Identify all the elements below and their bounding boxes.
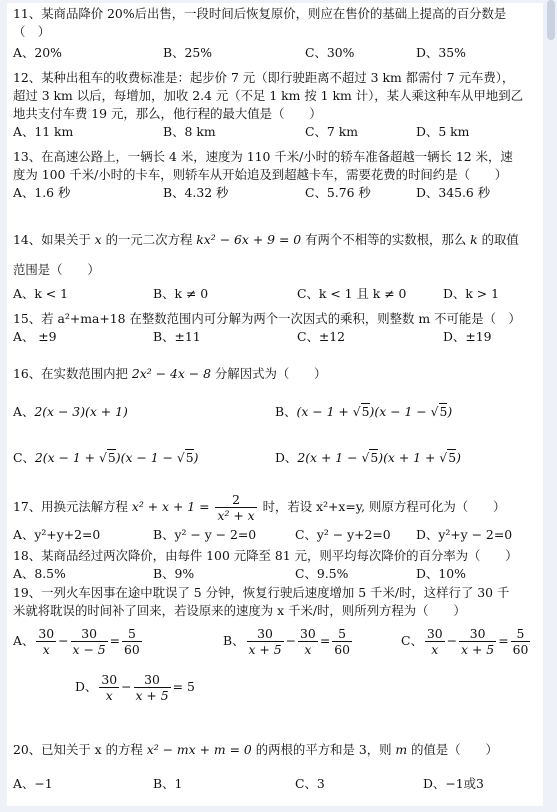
q19-stem-2: 米就将耽误的时间补了回来，若设原来的速度为 x 千米/时，则所列方程为（ ） — [13, 603, 466, 618]
q14-text-b: 的一元二次方程 — [101, 232, 197, 247]
q14-var-x: x — [94, 232, 102, 247]
q14-stem-2: 范围是（ ） — [13, 262, 100, 277]
q20-option-b: B、1 — [153, 776, 183, 791]
question-11 — [13, 5, 537, 62]
q12-stem-2: 超过 3 km 以后，每增加，加收 2.4 元（不足 1 km 按 1 km 计），某人乘这种车从甲地到乙 — [13, 88, 523, 103]
q14-option-a: A、k < 1 — [13, 286, 68, 301]
q17-text-b: 时，若设 x²+x=y, 则原方程可化为（ ） — [258, 499, 506, 514]
q12-option-a: A、11 km — [13, 124, 74, 139]
q19-a-label: A、 — [13, 633, 35, 648]
question-page — [7, 3, 543, 806]
question-15 — [13, 310, 537, 346]
q19-a-den2: x − 5 — [72, 642, 106, 657]
q19-b-num1: 30 — [247, 626, 284, 642]
q19-d-label: D、 — [75, 679, 98, 694]
q13-option-b: B、4.32 秒 — [163, 185, 229, 200]
q13-option-d: D、345.6 秒 — [416, 185, 491, 200]
q20-text-c: 的值是（ ） — [407, 742, 498, 757]
q16-b-label: B、 — [275, 404, 297, 419]
q12-option-b: B、8 km — [163, 124, 216, 139]
q16-d-pre: 2(x + 1 − — [297, 450, 362, 465]
q14-text-d: 的取值 — [477, 232, 519, 247]
q11-option-a: A、20% — [13, 45, 62, 60]
q19-b-eq: = — [319, 633, 331, 648]
q18-option-d: D、10% — [416, 566, 466, 581]
q19-a-frac1 — [36, 626, 56, 657]
q20-equation: x² − mx + m = 0 — [146, 742, 252, 757]
q16-text-b: 分解因式为（ ） — [210, 366, 327, 381]
q18-option-a: A、8.5% — [13, 566, 66, 581]
q16-c-label: C、 — [13, 450, 35, 465]
q17-option-a: A、y²+y+2=0 — [13, 527, 101, 542]
q15-stem: 15、若 a²+ma+18 在整数范围内可分解为两个一次因式的乘积，则整数 m 不可能是（ ） — [13, 311, 521, 326]
q17-text-a: 17、用换元法解方程 — [13, 499, 132, 514]
q19-b-den1: x + 5 — [248, 642, 282, 657]
q19-d-minus: − — [121, 679, 132, 694]
q19-c-den2: x + 5 — [461, 642, 495, 657]
q19-b-den3: 60 — [334, 642, 350, 657]
q16-c-root2: 5 — [185, 450, 194, 465]
q19-c-minus: − — [446, 633, 458, 648]
q16-c-root1: 5 — [107, 450, 116, 465]
q19-a-eq: = — [109, 633, 121, 648]
q19-c-frac3 — [511, 626, 531, 657]
q16-expression: 2x² − 4x − 8 — [131, 366, 211, 381]
question-16 — [13, 365, 537, 469]
q17-option-c: C、y² − y+2=0 — [295, 527, 391, 542]
q19-a-den1: x — [42, 642, 50, 657]
q16-c-mid: )(x − 1 − — [115, 450, 177, 465]
q14-text-a: 14、如果关于 — [13, 232, 95, 247]
q15-option-b: B、±11 — [153, 329, 201, 344]
question-14 — [13, 231, 537, 303]
q19-a-den3: 60 — [124, 642, 140, 657]
q14-stem-1 — [13, 231, 537, 249]
q20-var-m: m — [395, 742, 408, 757]
q16-stem — [13, 365, 537, 383]
q19-b-num3: 5 — [332, 626, 352, 642]
q19-b-frac2 — [298, 626, 318, 657]
q19-a-frac2 — [71, 626, 108, 657]
q20-option-d: D、−1或3 — [423, 776, 484, 791]
q16-c-post: ) — [193, 450, 199, 465]
q19-c-num3: 5 — [511, 626, 531, 642]
q11-option-d: D、35% — [416, 45, 466, 60]
q15-option-a: A、 ±9 — [13, 329, 57, 344]
q12-stem-3: 地共支付车费 19 元，那么，他行程的最大值是（ ） — [13, 106, 322, 121]
q16-option-d: D、2(x + 1 − √5)(x + 1 + √5) — [275, 450, 461, 465]
q11-stem: 11、某商品降价 20%后出售，一段时间后恢复原价，则应在售价的基础上提高的百分数是 — [13, 6, 507, 21]
q17-lhs: x² + x + 1 = — [131, 499, 214, 514]
q19-c-den1: x — [431, 642, 439, 657]
question-19 — [13, 584, 537, 712]
q11-option-b: B、25% — [163, 45, 213, 60]
q17-stem — [13, 492, 537, 526]
question-17 — [13, 492, 537, 544]
q19-a-num2: 30 — [71, 626, 108, 642]
q16-a-label: A、 — [13, 404, 35, 419]
q12-stem-1: 12、某种出租车的收费标准是：起步价 7 元（即行驶距离不超过 3 km 都需付 7 元车费）， — [13, 70, 515, 85]
q19-c-eq: = — [498, 633, 509, 648]
q19-d-num2: 30 — [134, 672, 171, 688]
q17-denominator: x² + x — [217, 508, 255, 523]
vertical-scrollbar[interactable] — [545, 0, 557, 812]
q16-d-root1: 5 — [370, 450, 379, 465]
q15-option-c: C、±12 — [297, 329, 346, 344]
q16-d-mid: )(x + 1 + — [378, 450, 440, 465]
q19-c-num1: 30 — [426, 626, 443, 641]
q18-option-c: C、9.5% — [295, 566, 349, 581]
q16-b-root2: 5 — [439, 404, 448, 419]
q19-c-label: C、 — [401, 633, 423, 648]
q17-numerator: 2 — [215, 492, 256, 508]
q16-text-a: 16、在实数范围内把 — [13, 366, 132, 381]
q19-option-a — [13, 626, 144, 657]
q20-option-c: C、3 — [295, 776, 325, 791]
question-13 — [13, 148, 537, 202]
q14-var-k: k — [470, 232, 478, 247]
q19-d-den2: x + 5 — [135, 688, 169, 703]
q17-fraction — [215, 492, 256, 523]
q16-d-label: D、 — [275, 450, 298, 465]
q19-a-frac3 — [122, 626, 142, 657]
q14-option-d: D、k > 1 — [443, 286, 499, 301]
q14-equation: kx² − 6x + 9 = 0 — [196, 232, 302, 247]
q19-b-frac3 — [332, 626, 352, 657]
q19-d-frac1 — [99, 672, 119, 703]
q14-text-c: 有两个不相等的实数根，那么 — [301, 232, 471, 247]
q18-stem: 18、某商品经过两次降价，由每件 100 元降至 81 元，则平均每次降价的百分率为（ ） — [13, 548, 518, 563]
q19-d-den1: x — [105, 688, 113, 703]
q13-stem-1: 13、在高速公路上，一辆长 4 米，速度为 110 千米/小时的轿车准备超越一辆长 12 米，速 — [13, 149, 513, 164]
q19-option-d — [75, 672, 195, 703]
q20-stem — [13, 741, 537, 759]
q16-option-b: B、(x − 1 + √5)(x − 1 − √5) — [275, 404, 453, 419]
q15-option-d: D、±19 — [443, 329, 492, 344]
q16-option-c: C、2(x − 1 + √5)(x − 1 − √5) — [13, 450, 199, 465]
q19-a-num1: 30 — [38, 626, 55, 641]
q19-d-num1: 30 — [101, 672, 118, 687]
q18-option-b: B、9% — [153, 566, 195, 581]
q19-a-minus: − — [58, 633, 69, 648]
q13-option-a: A、1.6 秒 — [13, 185, 71, 200]
q13-stem-2: 度为 100 千米/小时的卡车，则轿车从开始追及到超越卡车，需要花费的时间约是（ ） — [13, 167, 508, 182]
q19-option-c — [401, 626, 532, 657]
q19-c-den3: 60 — [512, 642, 529, 657]
q19-b-num2: 30 — [300, 626, 316, 641]
question-12 — [13, 69, 537, 141]
q19-b-minus: − — [285, 633, 297, 648]
q16-d-root2: 5 — [448, 450, 457, 465]
q16-c-pre: 2(x − 1 + — [34, 450, 99, 465]
q11-paren: （ ） — [13, 24, 51, 39]
q12-option-d: D、5 km — [416, 124, 470, 139]
q14-option-c: C、k < 1 且 k ≠ 0 — [297, 286, 407, 301]
q20-text-a: 20、已知关于 x 的方程 — [13, 742, 147, 757]
q19-d-frac2 — [134, 672, 171, 703]
q19-option-b — [223, 626, 354, 657]
q14-option-b: B、k ≠ 0 — [153, 286, 209, 301]
q19-b-den2: x — [304, 642, 312, 657]
scrollbar-thumb[interactable] — [547, 0, 555, 40]
q11-option-c: C、30% — [305, 45, 355, 60]
q19-c-frac2 — [459, 626, 496, 657]
q19-c-frac1 — [425, 626, 445, 657]
q16-b-mid: )(x − 1 − — [369, 404, 431, 419]
q16-b-post: ) — [447, 404, 453, 419]
q17-option-b: B、y² − y − 2=0 — [153, 527, 257, 542]
q19-b-frac1 — [247, 626, 284, 657]
q19-c-num2: 30 — [459, 626, 496, 642]
q16-b-root1: 5 — [361, 404, 370, 419]
q16-a-expr: 2(x − 3)(x + 1) — [34, 404, 128, 419]
q20-option-a: A、−1 — [13, 776, 53, 791]
q20-text-b: 的两根的平方和是 3，则 — [251, 742, 396, 757]
q13-option-c: C、5.76 秒 — [305, 185, 371, 200]
q17-option-d: D、y²+y − 2=0 — [416, 527, 513, 542]
q19-d-eq5: = 5 — [172, 679, 195, 694]
q12-option-c: C、7 km — [305, 124, 358, 139]
q19-a-num3: 5 — [122, 626, 142, 642]
question-20 — [13, 741, 537, 793]
question-18 — [13, 547, 537, 583]
q16-d-post: ) — [456, 450, 461, 465]
q19-b-label: B、 — [223, 633, 245, 648]
q16-b-pre: (x − 1 + — [296, 404, 353, 419]
q19-stem-1: 19、一列火车因事在途中耽误了 5 分钟，恢复行驶后速度增加 5 千米/时，这样行了 30 千 — [13, 585, 510, 600]
q16-option-a — [13, 403, 128, 421]
